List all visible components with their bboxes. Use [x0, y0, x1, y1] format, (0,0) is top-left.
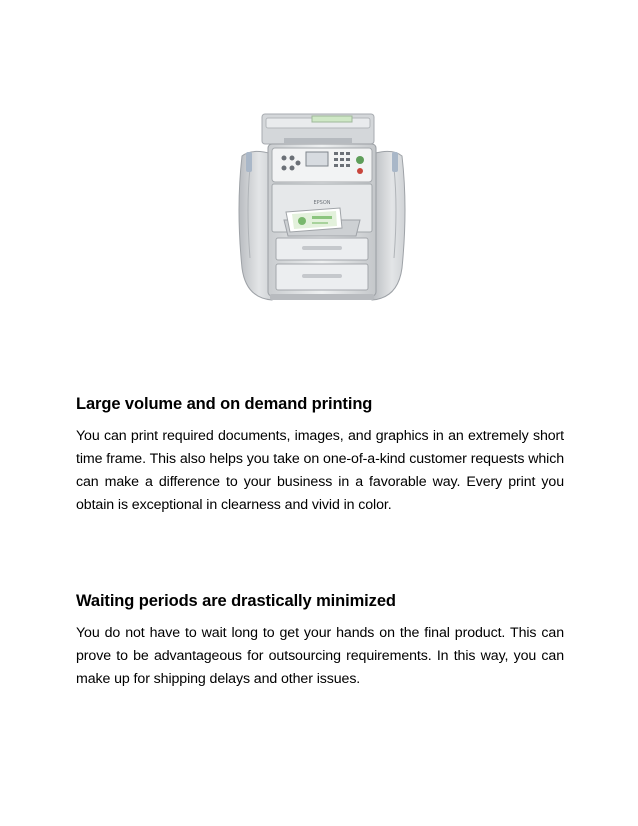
svg-text:EPSON: EPSON	[313, 200, 331, 206]
section-body: You can print required documents, images, and graphics in an extremely short time frame. This also helps you take on one-of-a-kind customer requests which can make a difference to your business in a favorable way. Every print you obtain is exceptional in clearness and vivid in color.	[76, 428, 564, 513]
section-heading: Waiting periods are drastically minimized	[76, 592, 396, 610]
section-waiting-periods	[76, 591, 564, 691]
printer-image	[232, 108, 412, 316]
section-body: You do not have to wait long to get your hands on the final product. This can prove to be advantageous for outsourcing requirements. In this way, you can make up for shipping delays and other issues.	[76, 625, 564, 687]
section-large-volume-printing	[76, 394, 564, 517]
printer-illustration	[232, 108, 412, 316]
section-heading: Large volume and on demand printing	[76, 395, 373, 413]
